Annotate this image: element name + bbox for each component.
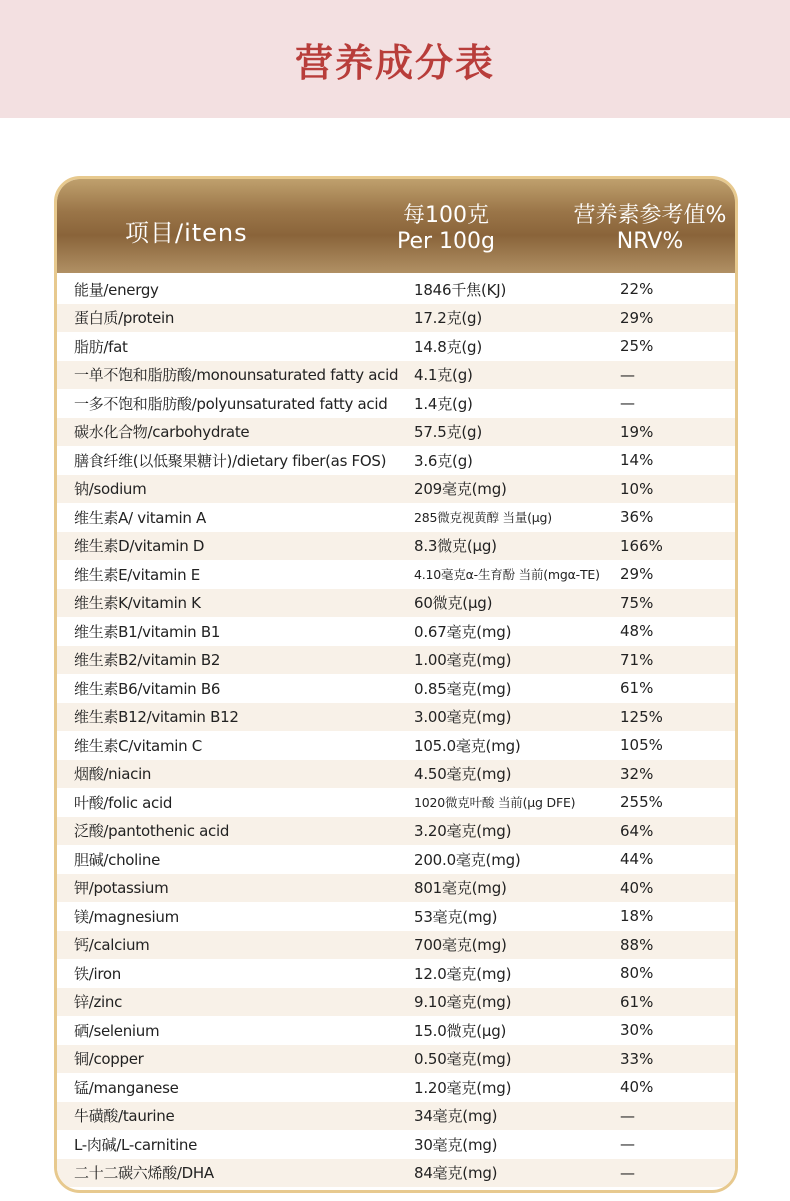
table-row xyxy=(57,874,735,903)
per-100g-value: 30毫克(mg) xyxy=(414,1135,498,1154)
nutrient-name: 镁/magnesium xyxy=(74,907,179,926)
per-100g-value: 105.0毫克(mg) xyxy=(414,736,521,755)
nutrient-name: 钠/sodium xyxy=(74,480,147,499)
nrv-value: 36% xyxy=(620,508,654,527)
nrv-value: 64% xyxy=(620,821,654,840)
per-100g-value: 15.0微克(μg) xyxy=(414,1021,507,1040)
table-row xyxy=(57,1016,735,1045)
nutrient-name: 脂肪/fat xyxy=(74,337,128,356)
per-100g-value: 4.50毫克(mg) xyxy=(414,765,512,784)
nutrient-name: 维生素D/vitamin D xyxy=(74,537,205,556)
nutrient-name: 维生素B12/vitamin B12 xyxy=(74,708,239,727)
nutrient-name: 胆碱/choline xyxy=(74,850,161,869)
table-row xyxy=(57,475,735,504)
header-item: 项目/itens xyxy=(125,219,248,247)
nrv-value: — xyxy=(620,1135,635,1154)
nutrient-name: 泛酸/pantothenic acid xyxy=(74,822,230,841)
per-100g-value: 9.10毫克(mg) xyxy=(414,993,512,1012)
nutrient-name: 膳食纤维(以低聚果糖计)/dietary fiber(as FOS) xyxy=(74,451,387,470)
nrv-value: 10% xyxy=(620,479,654,498)
per-100g-value: 801毫克(mg) xyxy=(414,879,507,898)
table-row xyxy=(57,332,735,361)
table-row xyxy=(57,361,735,390)
table-row xyxy=(57,760,735,789)
header-per-line1: 每100克 xyxy=(403,203,489,228)
nutrient-name: 维生素B6/vitamin B6 xyxy=(74,679,221,698)
nutrient-name: 维生素B2/vitamin B2 xyxy=(74,651,221,670)
nutrient-name: 维生素B1/vitamin B1 xyxy=(74,622,221,641)
nutrient-name: 铁/iron xyxy=(74,964,121,983)
nrv-value: 29% xyxy=(620,565,654,584)
nutrient-name: 牛磺酸/taurine xyxy=(74,1107,175,1126)
per-100g-value: 3.00毫克(mg) xyxy=(414,708,512,727)
table-row xyxy=(57,304,735,333)
nrv-value: 75% xyxy=(620,593,654,612)
table-row xyxy=(57,703,735,732)
table-row xyxy=(57,988,735,1017)
table-row xyxy=(57,589,735,618)
table-header xyxy=(57,179,735,273)
table-row xyxy=(57,731,735,760)
nrv-value: 30% xyxy=(620,1021,654,1040)
header-nrv-line2: NRV% xyxy=(616,229,684,254)
per-100g-value: 1.4克(g) xyxy=(414,394,473,413)
nutrient-name: 维生素K/vitamin K xyxy=(74,594,201,613)
table-row xyxy=(57,275,735,304)
nutrient-name: 维生素A/ vitamin A xyxy=(74,508,207,527)
nutrient-name: 能量/energy xyxy=(74,280,159,299)
table-row xyxy=(57,1073,735,1102)
nutrition-table xyxy=(54,176,738,1193)
nrv-value: 255% xyxy=(620,793,663,812)
table-row xyxy=(57,674,735,703)
nrv-value: 61% xyxy=(620,992,654,1011)
table-row xyxy=(57,617,735,646)
table-row xyxy=(57,446,735,475)
per-100g-value: 4.10毫克α-生育酚 当前(mgα-TE) xyxy=(414,567,600,583)
nrv-value: 105% xyxy=(620,736,663,755)
per-100g-value: 3.6克(g) xyxy=(414,451,473,470)
nrv-value: — xyxy=(620,365,635,384)
title-banner xyxy=(0,0,790,118)
table-body xyxy=(57,275,735,1187)
nutrient-name: 一单不饱和脂肪酸/monounsaturated fatty acid xyxy=(74,366,399,385)
table-row xyxy=(57,902,735,931)
table-row xyxy=(57,1045,735,1074)
nrv-value: 14% xyxy=(620,451,654,470)
table-row xyxy=(57,1159,735,1188)
per-100g-value: 1.00毫克(mg) xyxy=(414,651,512,670)
nutrient-name: 叶酸/folic acid xyxy=(74,793,173,812)
table-row xyxy=(57,418,735,447)
per-100g-value: 53毫克(mg) xyxy=(414,907,498,926)
per-100g-value: 1846千焦(KJ) xyxy=(414,280,507,299)
nrv-value: 22% xyxy=(620,280,654,299)
nrv-value: 18% xyxy=(620,907,654,926)
nutrient-name: 一多不饱和脂肪酸/polyunsaturated fatty acid xyxy=(74,394,388,413)
nrv-value: 71% xyxy=(620,650,654,669)
page-title: 营养成分表 xyxy=(294,40,495,85)
table-row xyxy=(57,389,735,418)
table-row xyxy=(57,959,735,988)
table-row xyxy=(57,560,735,589)
per-100g-value: 700毫克(mg) xyxy=(414,936,507,955)
nrv-value: 29% xyxy=(620,308,654,327)
nrv-value: 33% xyxy=(620,1049,654,1068)
nutrient-name: L-肉碱/L-carnitine xyxy=(74,1135,198,1154)
nrv-value: — xyxy=(620,1106,635,1125)
nutrient-name: 硒/selenium xyxy=(74,1021,160,1040)
nrv-value: 44% xyxy=(620,850,654,869)
nutrient-name: 蛋白质/protein xyxy=(74,309,175,328)
header-per-line2: Per 100g xyxy=(397,229,496,254)
header-nrv xyxy=(565,203,735,255)
per-100g-value: 3.20毫克(mg) xyxy=(414,822,512,841)
per-100g-value: 17.2克(g) xyxy=(414,309,483,328)
per-100g-value: 4.1克(g) xyxy=(414,366,473,385)
per-100g-value: 285微克视黄醇 当量(μg) xyxy=(414,510,552,526)
table-row xyxy=(57,817,735,846)
nutrient-name: 碳水化合物/carbohydrate xyxy=(74,423,250,442)
header-nrv-line1: 营养素参考值% xyxy=(573,203,727,228)
nutrient-name: 铜/copper xyxy=(74,1050,144,1069)
nutrient-name: 钾/potassium xyxy=(74,879,169,898)
nutrient-name: 维生素C/vitamin C xyxy=(74,736,202,755)
table-row xyxy=(57,532,735,561)
per-100g-value: 8.3微克(μg) xyxy=(414,537,497,556)
nutrient-name: 锰/manganese xyxy=(74,1078,179,1097)
nrv-value: 40% xyxy=(620,1078,654,1097)
table-row xyxy=(57,845,735,874)
nutrient-name: 钙/calcium xyxy=(74,936,150,955)
table-row xyxy=(57,646,735,675)
nrv-value: 80% xyxy=(620,964,654,983)
per-100g-value: 200.0毫克(mg) xyxy=(414,850,521,869)
per-100g-value: 34毫克(mg) xyxy=(414,1107,498,1126)
per-100g-value: 0.50毫克(mg) xyxy=(414,1050,512,1069)
nrv-value: 166% xyxy=(620,536,663,555)
per-100g-value: 1020微克叶酸 当前(μg DFE) xyxy=(414,795,576,811)
table-row xyxy=(57,788,735,817)
per-100g-value: 60微克(μg) xyxy=(414,594,493,613)
per-100g-value: 84毫克(mg) xyxy=(414,1164,498,1183)
table-row xyxy=(57,1102,735,1131)
nutrient-name: 烟酸/niacin xyxy=(74,765,152,784)
nrv-value: — xyxy=(620,394,635,413)
per-100g-value: 0.85毫克(mg) xyxy=(414,679,512,698)
nrv-value: 32% xyxy=(620,764,654,783)
nutrient-name: 二十二碳六烯酸/DHA xyxy=(74,1164,214,1183)
table-row xyxy=(57,1130,735,1159)
nrv-value: 19% xyxy=(620,422,654,441)
per-100g-value: 0.67毫克(mg) xyxy=(414,622,512,641)
nrv-value: 25% xyxy=(620,337,654,356)
nrv-value: 125% xyxy=(620,707,663,726)
per-100g-value: 1.20毫克(mg) xyxy=(414,1078,512,1097)
nutrient-name: 维生素E/vitamin E xyxy=(74,565,200,584)
per-100g-value: 57.5克(g) xyxy=(414,423,483,442)
table-row xyxy=(57,503,735,532)
per-100g-value: 12.0毫克(mg) xyxy=(414,964,512,983)
nutrient-name: 锌/zinc xyxy=(74,993,123,1012)
nrv-value: 61% xyxy=(620,679,654,698)
nrv-value: 40% xyxy=(620,878,654,897)
header-per-100g xyxy=(397,203,495,255)
table-row xyxy=(57,931,735,960)
nrv-value: 88% xyxy=(620,935,654,954)
per-100g-value: 209毫克(mg) xyxy=(414,480,507,499)
per-100g-value: 14.8克(g) xyxy=(414,337,483,356)
nrv-value: — xyxy=(620,1163,635,1182)
nrv-value: 48% xyxy=(620,622,654,641)
